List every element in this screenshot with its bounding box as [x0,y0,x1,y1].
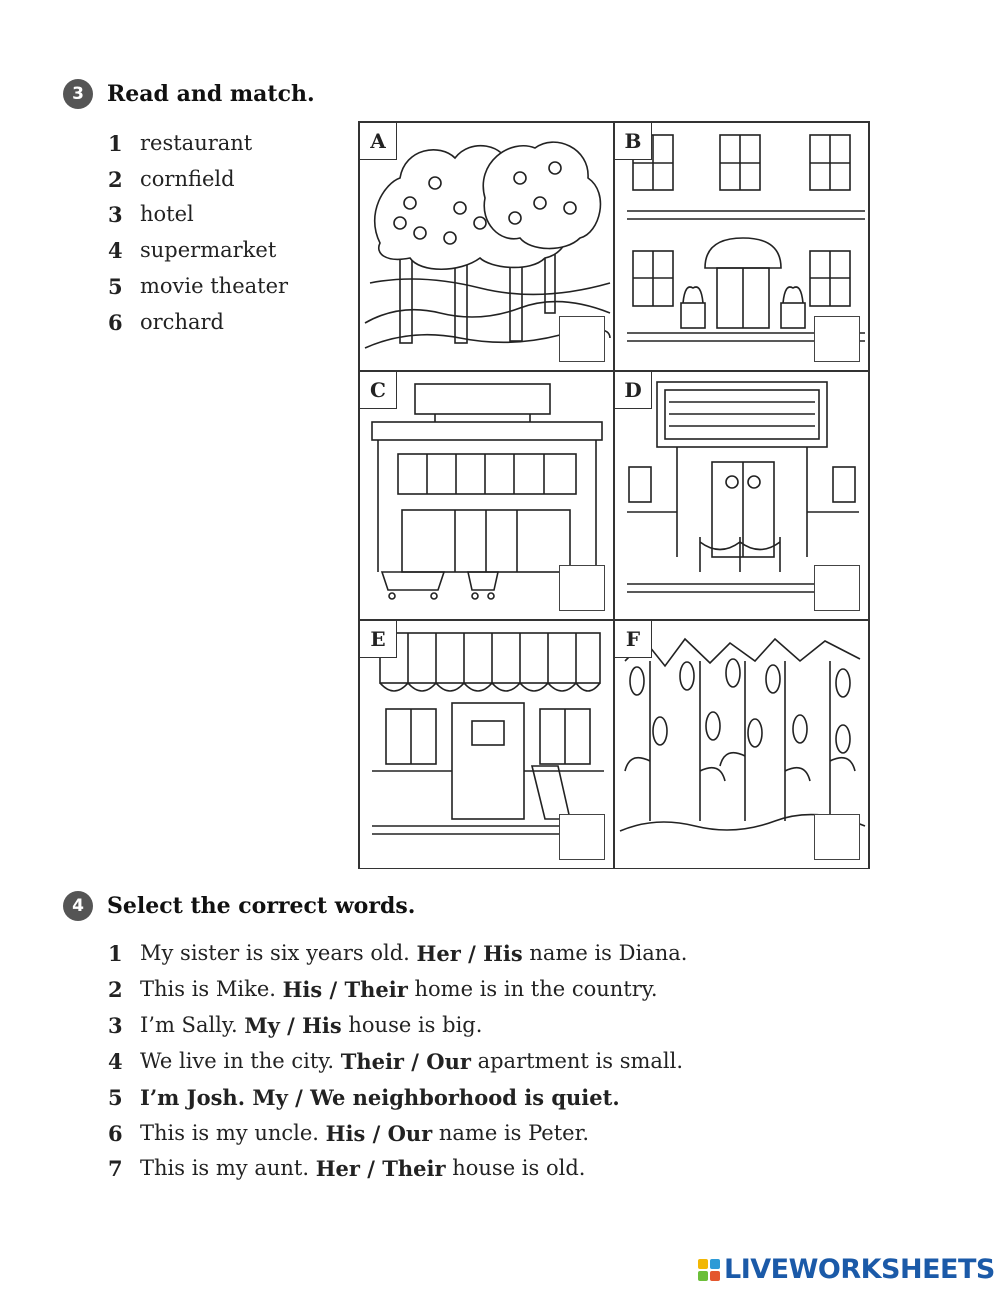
picture-cell-d [614,371,869,620]
picture-label: E [360,621,397,658]
word-choice[interactable]: Her / His [416,941,523,966]
item-word: cornfield [140,167,235,191]
sentence-end: house is big. [341,1013,483,1037]
section-number-badge: 3 [63,79,93,109]
answer-box[interactable] [814,565,860,611]
sentence-start: I’m Josh. [140,1085,253,1110]
item-number: 6 [108,310,123,335]
sentence-item [108,977,658,1002]
picture-cell-a [359,122,614,371]
sentence-item [108,1049,683,1074]
item-number: 1 [108,131,123,156]
item-number: 4 [108,238,123,263]
picture-cell-b [614,122,869,371]
sentence-item [108,1085,620,1110]
section-number-badge: 4 [63,891,93,921]
list-item [108,310,224,335]
sentence-item [108,1013,482,1038]
sentence-start: This is my uncle. [140,1121,326,1145]
liveworksheets-logo [698,1254,995,1285]
picture-cell-c [359,371,614,620]
sentence-end: home is in the country. [407,977,658,1001]
sentence-item [108,941,687,966]
answer-box[interactable] [559,316,605,362]
sentence-end: name is Peter. [432,1121,589,1145]
picture-label: B [615,123,652,160]
word-choice[interactable]: Her / Their [315,1156,446,1181]
item-number: 3 [108,202,123,227]
list-item [108,131,252,156]
section-3-heading [63,79,315,109]
sentence-end: house is old. [445,1156,586,1180]
picture-label: C [360,372,397,409]
item-number: 7 [108,1156,123,1181]
item-number: 2 [108,977,123,1002]
list-item [108,202,194,227]
picture-label: D [615,372,652,409]
item-number: 2 [108,167,123,192]
section-4-heading [63,891,415,921]
word-choice[interactable]: His / Their [282,977,408,1002]
item-word: orchard [140,310,224,334]
sentence-item [108,1156,585,1181]
sentence-end: apartment is small. [470,1049,684,1073]
sentence-end: name is Diana. [522,941,688,965]
item-word: movie theater [140,274,289,298]
section-title: Select the correct words. [107,893,416,919]
answer-box[interactable] [814,316,860,362]
answer-box[interactable] [559,565,605,611]
sentence-start: My sister is six years old. [140,941,417,965]
answer-box[interactable] [814,814,860,860]
picture-grid [358,121,870,869]
picture-label: F [615,621,652,658]
sentence-start: This is Mike. [140,977,283,1001]
item-word: restaurant [140,131,253,155]
item-number: 3 [108,1013,123,1038]
word-choice[interactable]: Their / Our [340,1049,471,1074]
item-number: 5 [108,1085,123,1110]
item-word: supermarket [140,238,277,262]
word-choice[interactable]: His / Our [325,1121,433,1146]
list-item [108,167,235,192]
item-number: 4 [108,1049,123,1074]
list-item [108,238,276,263]
sentence-start: We live in the city. [140,1049,341,1073]
logo-blocks-icon [698,1259,720,1281]
item-number: 1 [108,941,123,966]
word-choice[interactable]: My / His [244,1013,342,1038]
item-number: 5 [108,274,123,299]
picture-cell-f [614,620,869,869]
list-item [108,274,288,299]
section-title: Read and match. [107,81,315,107]
sentence-start: This is my aunt. [140,1156,316,1180]
word-choice[interactable]: My / We [252,1085,346,1110]
sentence-item [108,1121,589,1146]
sentence-end: neighborhood is quiet. [345,1085,620,1110]
item-word: hotel [140,202,194,226]
logo-text: LIVEWORKSHEETS [724,1254,995,1285]
picture-label: A [360,123,397,160]
answer-box[interactable] [559,814,605,860]
item-number: 6 [108,1121,123,1146]
picture-cell-e [359,620,614,869]
sentence-start: I’m Sally. [140,1013,245,1037]
